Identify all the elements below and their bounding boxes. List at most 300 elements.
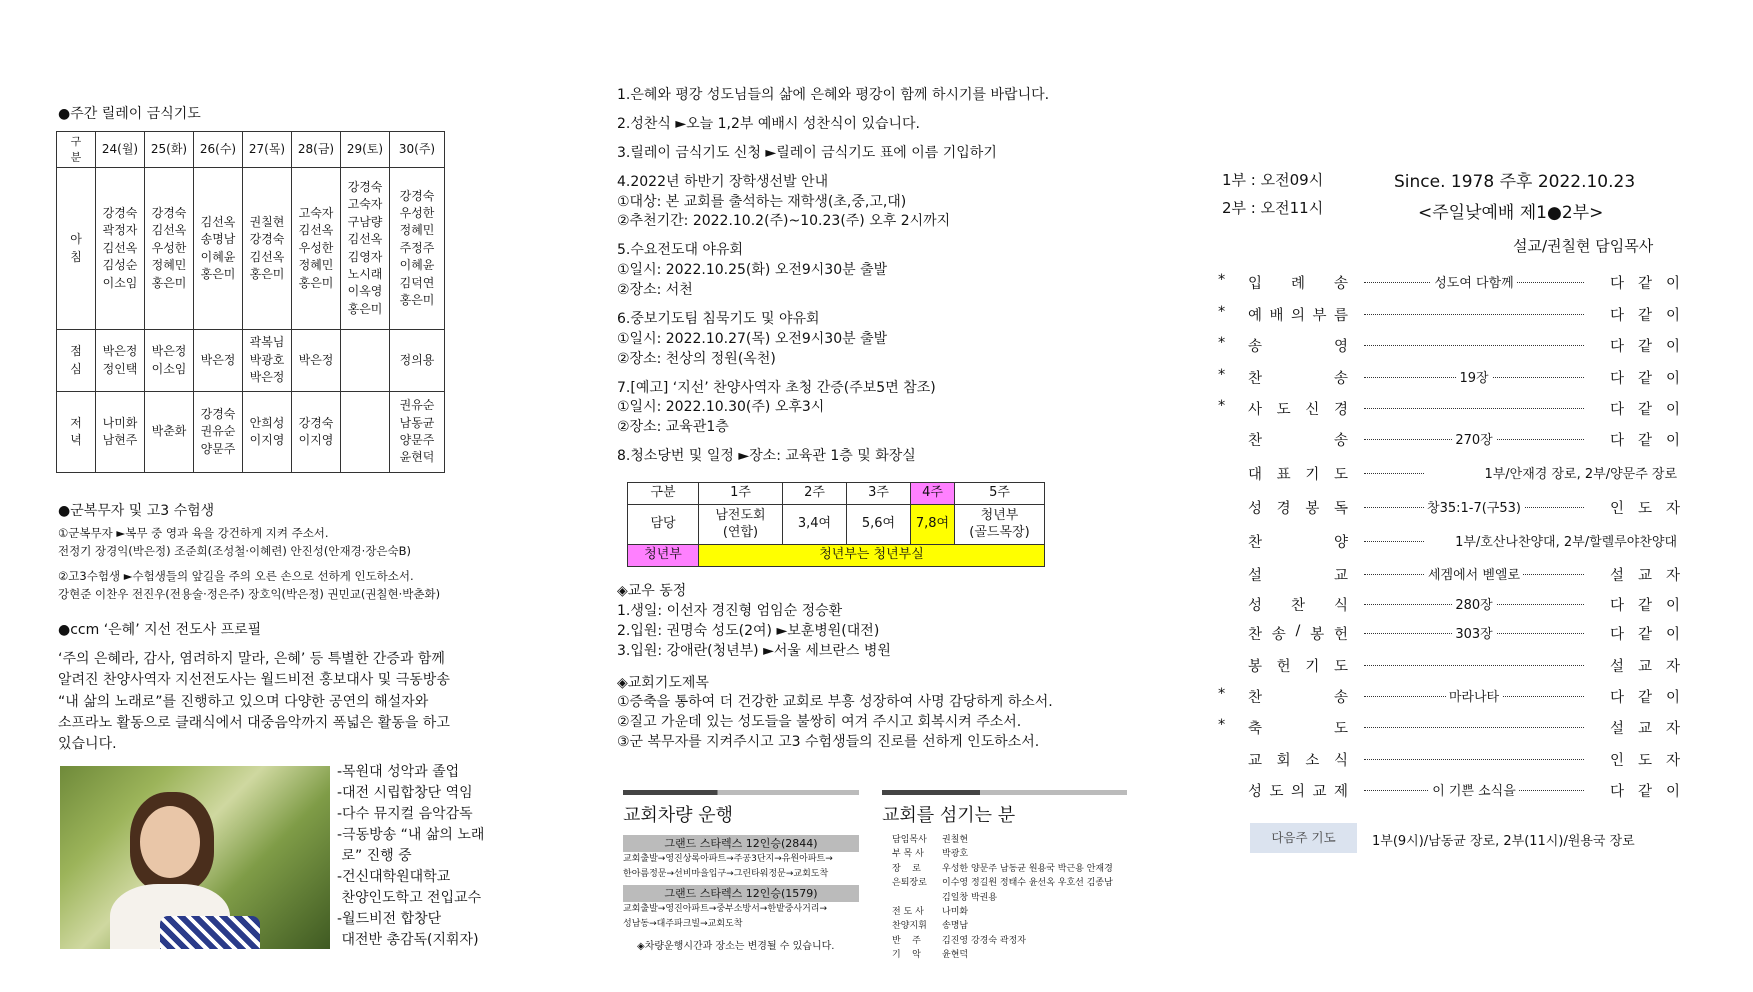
cleaning-header: 5주 bbox=[955, 483, 1045, 505]
relay-row-label: 저 녁 bbox=[57, 392, 96, 473]
order-name-char: 례 bbox=[1290, 276, 1305, 292]
cleaning-header-row bbox=[628, 483, 1045, 505]
news-item: 4.2022년 하반기 장학생선발 안내 bbox=[617, 173, 829, 190]
servant-row bbox=[892, 833, 1127, 847]
order-detail bbox=[1364, 623, 1584, 642]
order-performer-char: 같 bbox=[1637, 339, 1652, 355]
relay-cell: 강경숙 이지영 bbox=[292, 392, 341, 473]
relay-header-day: 26(수) bbox=[194, 132, 243, 168]
servant-names: 박광호 bbox=[942, 849, 969, 860]
members-section bbox=[617, 582, 1087, 753]
profile-bullet: 대전반 총감독(지휘자) bbox=[337, 932, 479, 948]
order-name-char: 성 bbox=[1248, 501, 1263, 517]
relay-cell: 곽복님 박광호 박은정 bbox=[243, 330, 292, 392]
photo-face bbox=[140, 806, 200, 878]
order-performer-char: 다 bbox=[1610, 371, 1625, 387]
order-performer-char: 설 bbox=[1610, 568, 1625, 584]
order-star: * bbox=[1218, 335, 1226, 351]
order-performer bbox=[1610, 717, 1680, 738]
order-name bbox=[1248, 367, 1348, 388]
service-time-2: 2부 : 오전11시 bbox=[1222, 199, 1324, 217]
order-name bbox=[1248, 780, 1348, 801]
order-performer-char: 이 bbox=[1665, 690, 1680, 706]
news-sub: ①일시: 2022.10.30(주) 오후3시 bbox=[617, 399, 825, 416]
military-line: ①군복무자 ►복무 중 영과 육을 강건하게 지켜 주소서. bbox=[58, 526, 329, 540]
relay-cell: 김선옥 송명남 이혜윤 홍은미 bbox=[194, 168, 243, 330]
military-title: ●군복무자 및 고3 수험생 bbox=[58, 503, 215, 519]
military-section bbox=[58, 500, 440, 604]
order-row bbox=[1218, 531, 1680, 553]
relay-cell: 권유순 남동균 양문주 윤현덕 bbox=[390, 392, 445, 473]
news-item: 1.은혜와 평강 성도님들의 삶에 은혜와 평강이 함께 하시기를 바랍니다. bbox=[617, 87, 1050, 103]
order-performer bbox=[1610, 304, 1680, 325]
order-name-char: 의 bbox=[1290, 308, 1305, 324]
order-row bbox=[1218, 272, 1680, 294]
order-name bbox=[1248, 497, 1348, 518]
service-title: <주일낮예배 제1●2부> bbox=[1418, 203, 1604, 223]
order-name-char: 찬 bbox=[1248, 690, 1263, 706]
order-performer-char: 다 bbox=[1610, 627, 1625, 643]
order-performer bbox=[1610, 749, 1680, 770]
order-row bbox=[1218, 564, 1680, 586]
profile-bullet: 찬양인도학고 전입교수 bbox=[337, 890, 482, 906]
order-name-char: 송 bbox=[1271, 627, 1286, 643]
order-name bbox=[1248, 531, 1348, 552]
order-name-char: 름 bbox=[1333, 308, 1348, 324]
order-name bbox=[1248, 749, 1348, 770]
members-item: 1.생일: 이선자 경진형 엄임순 정승환 bbox=[617, 602, 843, 619]
vehicle-route: 교회출발→영진아파트→중부소방서→한밭중사거리→ bbox=[623, 903, 828, 914]
order-name-char: 경 bbox=[1276, 501, 1291, 517]
profile-title: ●ccm ‘은혜’ 지선 전도사 프로필 bbox=[58, 622, 262, 638]
prayer-item: ②질고 가운데 있는 성도들을 불쌍히 여겨 주시고 회복시켜 주소서. bbox=[617, 714, 1022, 731]
order-leader-dots bbox=[1364, 314, 1584, 315]
profile-bullets bbox=[337, 762, 517, 951]
relay-cell: 박은정 정인택 bbox=[96, 330, 145, 392]
next-week-value: 1부(9시)/남동균 장로, 2부(11시)/원용국 장로 bbox=[1372, 834, 1635, 849]
relay-cell: 강경숙 김선옥 우성한 정혜민 홍은미 bbox=[145, 168, 194, 330]
order-performer bbox=[1610, 564, 1680, 585]
news-item: 7.[예고] ‘지선’ 찬양사역자 초청 간증(주보5면 참조) bbox=[617, 379, 936, 396]
order-name-char: 입 bbox=[1248, 276, 1263, 292]
relay-cell: 안희성 이지영 bbox=[243, 392, 292, 473]
order-performer-char: 같 bbox=[1637, 784, 1652, 800]
order-name-char: 교 bbox=[1248, 753, 1263, 769]
order-performer-char: 같 bbox=[1637, 371, 1652, 387]
relay-cell: 강경숙 고숙자 구남량 김선옥 김영자 노시래 이옥영 홍은미 bbox=[341, 168, 390, 330]
news-sub: ②장소: 교육관1층 bbox=[617, 419, 729, 436]
relay-table bbox=[56, 131, 445, 473]
order-name-char: 소 bbox=[1305, 753, 1320, 769]
servant-role: 전 도 사 bbox=[892, 906, 924, 917]
cleaning-youth-row bbox=[628, 545, 1045, 567]
servant-names: 우성한 양문주 남동균 원용국 박근용 안재경 bbox=[942, 863, 1113, 874]
relay-cell: 박은정 bbox=[292, 330, 341, 392]
order-name-char: 대 bbox=[1248, 467, 1263, 483]
vehicle-route: 성남동→대주파크빌→교회도착 bbox=[623, 918, 743, 929]
cleaning-header: 2주 bbox=[783, 483, 847, 505]
order-performer-char: 다 bbox=[1610, 402, 1625, 418]
relay-title: ●주간 릴레이 금식기도 bbox=[58, 106, 201, 122]
profile-bullet: -건신대학원대학교 bbox=[337, 869, 451, 885]
cleaning-cell-highlight: 7,8여 bbox=[911, 505, 955, 545]
order-leader-dots bbox=[1364, 665, 1584, 666]
news-item: 6.중보기도팀 침묵기도 및 야유회 bbox=[617, 310, 820, 327]
order-name-char: / bbox=[1295, 623, 1301, 639]
order-performer-char: 다 bbox=[1610, 308, 1625, 324]
order-detail-text: 1부/안재경 장로, 2부/양문주 장로 bbox=[1481, 467, 1680, 482]
order-performer bbox=[1610, 367, 1680, 388]
order-detail bbox=[1418, 463, 1680, 482]
order-name-char: 송 bbox=[1333, 371, 1348, 387]
relay-row-label: 점 심 bbox=[57, 330, 96, 392]
exam-line: 강현준 이찬우 전진우(전용술·정은주) 장호익(박은정) 권민교(권칠현·박춘화) bbox=[58, 587, 441, 602]
order-row bbox=[1218, 367, 1680, 389]
order-name bbox=[1248, 717, 1348, 738]
servant-role: 기 악 bbox=[892, 950, 921, 961]
profile-text: 소프라노 활동으로 클래식에서 대중음악까지 폭넓은 활동을 하고 bbox=[58, 714, 450, 731]
order-performer-char: 다 bbox=[1610, 276, 1625, 292]
order-performer-char: 자 bbox=[1665, 501, 1680, 517]
order-row bbox=[1218, 655, 1680, 677]
relay-header-day: 28(금) bbox=[292, 132, 341, 168]
cleaning-table bbox=[627, 482, 1045, 567]
relay-cell: 박은정 이소임 bbox=[145, 330, 194, 392]
order-star: * bbox=[1218, 686, 1226, 702]
servant-row bbox=[892, 919, 1127, 933]
order-performer-char: 다 bbox=[1610, 598, 1625, 614]
order-name-char: 찬 bbox=[1248, 433, 1263, 449]
order-performer-char: 다 bbox=[1610, 784, 1625, 800]
servant-row bbox=[892, 847, 1127, 861]
order-row bbox=[1218, 749, 1680, 771]
cleaning-youth-value: 청년부는 청년부실 bbox=[699, 545, 1045, 567]
servant-names: 송명남 bbox=[942, 921, 969, 932]
order-leader-dots bbox=[1364, 408, 1584, 409]
military-line: 전정기 장경익(박은정) 조준희(조성철·이혜련) 안진성(안재경·장은숙B) bbox=[58, 544, 412, 559]
order-name-char: 도 bbox=[1269, 784, 1284, 800]
order-performer bbox=[1610, 594, 1680, 615]
profile-bullet: 로” 진행 중 bbox=[337, 848, 412, 864]
relay-cell: 박춘화 bbox=[145, 392, 194, 473]
servant-row bbox=[892, 948, 1127, 962]
order-name-char: 봉 bbox=[1305, 501, 1320, 517]
relay-header-day: 29(토) bbox=[341, 132, 390, 168]
cleaning-header: 구분 bbox=[628, 483, 699, 505]
servant-row bbox=[892, 905, 1127, 919]
order-performer bbox=[1610, 780, 1680, 801]
order-detail-text: 270장 bbox=[1452, 433, 1495, 448]
order-performer-char: 이 bbox=[1665, 433, 1680, 449]
relay-cell: 나미화 남현주 bbox=[96, 392, 145, 473]
cleaning-youth-label: 청년부 bbox=[628, 545, 699, 567]
news-sub: ①대상: 본 교회를 출석하는 재학생(초,중,고,대) bbox=[617, 193, 907, 210]
order-name-char: 도 bbox=[1333, 659, 1348, 675]
order-detail-text: 창35:1-7(구53) bbox=[1424, 501, 1524, 516]
order-name-char: 성 bbox=[1248, 598, 1263, 614]
profile-bullet: -목원대 성악과 졸업 bbox=[337, 764, 460, 780]
order-performer bbox=[1610, 623, 1680, 644]
order-detail-text: 19장 bbox=[1456, 371, 1491, 386]
servant-role bbox=[892, 891, 942, 905]
order-detail bbox=[1418, 531, 1680, 550]
servant-row bbox=[892, 862, 1127, 876]
servant-row bbox=[892, 891, 1127, 905]
order-performer-char: 자 bbox=[1665, 753, 1680, 769]
order-name-char: 성 bbox=[1248, 784, 1263, 800]
order-name bbox=[1248, 429, 1348, 450]
relay-row-morning bbox=[57, 168, 445, 330]
order-name-char: 의 bbox=[1290, 784, 1305, 800]
relay-row-lunch bbox=[57, 330, 445, 392]
order-detail bbox=[1364, 780, 1584, 799]
order-leader-dots bbox=[1364, 541, 1424, 542]
order-performer bbox=[1610, 272, 1680, 293]
order-name-char: 헌 bbox=[1276, 659, 1291, 675]
members-title: ◈교우 동정 bbox=[617, 583, 687, 599]
next-week-label: 다음주 기도 bbox=[1250, 823, 1357, 853]
order-name-char: 봉 bbox=[1248, 659, 1263, 675]
order-star: * bbox=[1218, 717, 1226, 733]
order-name-char: 배 bbox=[1269, 308, 1284, 324]
order-performer bbox=[1610, 398, 1680, 419]
relay-header-label: 구 분 bbox=[57, 132, 96, 168]
service-time-1: 1부 : 오전09시 bbox=[1222, 171, 1324, 189]
order-name bbox=[1248, 594, 1348, 615]
order-performer-char: 자 bbox=[1665, 721, 1680, 737]
relay-cell: 강경숙 곽정자 김선옥 김성순 이소임 bbox=[96, 168, 145, 330]
order-leader-dots bbox=[1364, 759, 1584, 760]
order-leader-dots bbox=[1364, 727, 1584, 728]
cleaning-cell: 3,4여 bbox=[783, 505, 847, 545]
servants-rule bbox=[882, 790, 1127, 795]
order-row bbox=[1218, 463, 1680, 485]
order-name-char: 양 bbox=[1333, 535, 1348, 551]
cleaning-header: 1주 bbox=[699, 483, 783, 505]
order-name-char: 송 bbox=[1333, 690, 1348, 706]
relay-row-label: 아 침 bbox=[57, 168, 96, 330]
order-performer-char: 이 bbox=[1665, 402, 1680, 418]
order-name-char: 도 bbox=[1276, 402, 1291, 418]
cleaning-header: 3주 bbox=[847, 483, 911, 505]
relay-header-row bbox=[57, 132, 445, 168]
news-sub: ②추천기간: 2022.10.2(주)~10.23(주) 오후 2시까지 bbox=[617, 213, 951, 230]
order-performer-char: 다 bbox=[1610, 339, 1625, 355]
order-performer-char: 같 bbox=[1637, 690, 1652, 706]
profile-text: 알려진 찬양사역자 지선전도사는 월드비전 홍보대사 및 극동방송 bbox=[58, 672, 450, 689]
order-performer bbox=[1610, 497, 1680, 518]
vehicle-section bbox=[623, 790, 859, 955]
order-name-char: 독 bbox=[1333, 501, 1348, 517]
order-performer-char: 이 bbox=[1665, 784, 1680, 800]
order-name-char: 기 bbox=[1305, 467, 1320, 483]
order-leader-dots bbox=[1364, 345, 1584, 346]
servant-names: 나미화 bbox=[942, 906, 969, 917]
order-row bbox=[1218, 497, 1680, 519]
servant-role: 은퇴장로 bbox=[892, 878, 927, 889]
vehicle-route: 한아름정문→선비마을입구→그린타워정문→교회도착 bbox=[623, 869, 829, 880]
vehicle-title: 교회차량 운행 bbox=[623, 805, 734, 826]
profile-bullet: -월드비전 합창단 bbox=[337, 911, 442, 927]
order-performer-char: 이 bbox=[1665, 371, 1680, 387]
relay-cell: 권칠현 강경숙 김선옥 홍은미 bbox=[243, 168, 292, 330]
order-performer-char: 교 bbox=[1637, 659, 1652, 675]
news-sub: ②장소: 천상의 정원(옥천) bbox=[617, 350, 776, 367]
order-name-char: 축 bbox=[1248, 721, 1263, 737]
order-row bbox=[1218, 429, 1680, 451]
vehicle-rule bbox=[623, 790, 859, 795]
cleaning-cell: 5,6여 bbox=[847, 505, 911, 545]
order-detail bbox=[1364, 367, 1584, 386]
order-name-char: 회 bbox=[1276, 753, 1291, 769]
order-leader-dots bbox=[1364, 473, 1424, 474]
order-star: * bbox=[1218, 398, 1226, 414]
order-name-char: 송 bbox=[1333, 276, 1348, 292]
order-detail-text: 1부/호산나찬양대, 2부/할렐루야찬양대 bbox=[1452, 535, 1680, 550]
order-detail-text: 이 기쁜 소식을 bbox=[1429, 784, 1519, 799]
order-detail-text: 303장 bbox=[1452, 627, 1495, 642]
photo-skirt bbox=[160, 916, 260, 949]
relay-row-dinner bbox=[57, 392, 445, 473]
order-row bbox=[1218, 398, 1680, 420]
order-name-char: 설 bbox=[1248, 568, 1263, 584]
order-name-char: 영 bbox=[1333, 339, 1348, 355]
order-name bbox=[1248, 335, 1348, 356]
order-performer-char: 교 bbox=[1637, 568, 1652, 584]
profile-text: 있습니다. bbox=[58, 736, 117, 753]
order-name-char: 헌 bbox=[1333, 627, 1348, 643]
cleaning-cell: 청년부 (골드목장) bbox=[955, 505, 1045, 545]
order-name-char: 부 bbox=[1312, 308, 1327, 324]
order-detail bbox=[1364, 272, 1584, 291]
servant-row bbox=[892, 934, 1127, 948]
servant-role: 찬양지휘 bbox=[892, 921, 927, 932]
servant-names: 이수영 정길원 정태수 윤선옥 우호선 김종남 bbox=[942, 878, 1113, 889]
relay-cell: 정의용 bbox=[390, 330, 445, 392]
order-name-char: 송 bbox=[1248, 339, 1263, 355]
news-item: 3.릴레이 금식기도 신청 ►릴레이 금식기도 표에 이름 기입하기 bbox=[617, 144, 997, 161]
profile-bullet: -대전 시립합창단 역임 bbox=[337, 785, 473, 801]
order-name-char: 도 bbox=[1333, 467, 1348, 483]
order-performer bbox=[1610, 335, 1680, 356]
vehicle-note: ◈차량운행시간과 장소는 변경될 수 있습니다. bbox=[637, 941, 835, 953]
order-name-char: 도 bbox=[1333, 721, 1348, 737]
news-sub: ②장소: 서천 bbox=[617, 282, 693, 298]
order-detail bbox=[1364, 564, 1584, 583]
order-performer-char: 도 bbox=[1637, 753, 1652, 769]
order-star: * bbox=[1218, 304, 1226, 320]
order-row bbox=[1218, 335, 1680, 357]
order-detail bbox=[1364, 686, 1584, 705]
order-performer-char: 같 bbox=[1637, 627, 1652, 643]
order-star: * bbox=[1218, 272, 1226, 288]
servant-role: 부 목 사 bbox=[892, 849, 924, 860]
servant-names: 김일창 박권용 bbox=[942, 892, 998, 903]
order-performer-char: 설 bbox=[1610, 721, 1625, 737]
order-name-char: 사 bbox=[1248, 402, 1263, 418]
order-performer-char: 인 bbox=[1610, 501, 1625, 517]
order-row bbox=[1218, 623, 1680, 645]
service-preacher: 설교/권칠현 담임목사 bbox=[1513, 237, 1654, 255]
relay-cell: 강경숙 우성한 정혜민 주정주 이혜윤 김덕연 홍은미 bbox=[390, 168, 445, 330]
order-performer-char: 다 bbox=[1610, 690, 1625, 706]
relay-header-day: 24(월) bbox=[96, 132, 145, 168]
order-detail-text: 280장 bbox=[1452, 598, 1495, 613]
order-name bbox=[1248, 272, 1348, 293]
order-performer bbox=[1610, 686, 1680, 707]
vehicle-route: 교회출발→영진상록아파트→주공3단지→유원아파트→ bbox=[623, 854, 833, 864]
profile-photo bbox=[60, 766, 330, 949]
members-item: 3.입원: 강애란(청년부) ►서울 세브란스 병원 bbox=[617, 642, 891, 659]
order-row bbox=[1218, 594, 1680, 616]
relay-header-day: 30(주) bbox=[390, 132, 445, 168]
order-name bbox=[1248, 304, 1348, 325]
order-performer-char: 이 bbox=[1665, 598, 1680, 614]
news-item: 8.청소당번 및 일정 ►장소: 교육관 1층 및 화장실 bbox=[617, 448, 916, 465]
order-name-char: 송 bbox=[1333, 433, 1348, 449]
order-name bbox=[1248, 463, 1348, 484]
order-performer-char: 같 bbox=[1637, 598, 1652, 614]
cleaning-row-label: 담당 bbox=[628, 505, 699, 545]
order-performer-char: 인 bbox=[1610, 753, 1625, 769]
order-performer-char: 이 bbox=[1665, 308, 1680, 324]
servant-names: 김진영 강경숙 곽정자 bbox=[942, 935, 1026, 946]
order-star: * bbox=[1218, 367, 1226, 383]
order-name-char: 교 bbox=[1333, 568, 1348, 584]
order-row bbox=[1218, 686, 1680, 708]
news-section bbox=[617, 86, 1087, 467]
servant-names: 윤현덕 bbox=[942, 950, 969, 961]
order-name bbox=[1248, 655, 1348, 676]
order-name-char: 식 bbox=[1333, 598, 1348, 614]
order-performer-char: 이 bbox=[1665, 276, 1680, 292]
order-name-char: 봉 bbox=[1310, 627, 1325, 643]
order-name bbox=[1248, 398, 1348, 419]
order-row bbox=[1218, 717, 1680, 739]
profile-section bbox=[58, 619, 450, 755]
order-performer-char: 도 bbox=[1637, 501, 1652, 517]
exam-line: ②고3수험생 ►수험생들의 앞길을 주의 오른 손으로 선하게 인도하소서. bbox=[58, 568, 414, 583]
servants-list bbox=[882, 833, 1127, 963]
servants-title: 교회를 섬기는 분 bbox=[882, 805, 1016, 826]
order-name-char: 예 bbox=[1248, 308, 1263, 324]
order-performer-char: 자 bbox=[1665, 659, 1680, 675]
order-detail bbox=[1364, 497, 1584, 516]
order-name-char: 교 bbox=[1312, 784, 1327, 800]
cleaning-duty-row bbox=[628, 505, 1045, 545]
order-performer-char: 교 bbox=[1637, 721, 1652, 737]
order-name-char: 찬 bbox=[1248, 535, 1263, 551]
order-name-char: 찬 bbox=[1248, 371, 1263, 387]
order-name bbox=[1248, 564, 1348, 585]
order-performer-char: 이 bbox=[1665, 627, 1680, 643]
relay-cell: 강경숙 권유순 양문주 bbox=[194, 392, 243, 473]
vehicle-bus: 그랜드 스타렉스 12인승(1579) bbox=[623, 885, 859, 902]
service-since: Since. 1978 주후 2022.10.23 bbox=[1394, 172, 1636, 192]
order-detail bbox=[1364, 594, 1584, 613]
order-row bbox=[1218, 304, 1680, 326]
vehicle-bus: 그랜드 스타렉스 12인승(2844) bbox=[623, 835, 859, 852]
servant-role: 담임목사 bbox=[892, 835, 927, 845]
order-name-char: 기 bbox=[1305, 659, 1320, 675]
relay-cell: 박은정 bbox=[194, 330, 243, 392]
servant-role: 반 주 bbox=[892, 935, 921, 946]
news-sub: ①일시: 2022.10.25(화) 오전9시30분 출발 bbox=[617, 262, 888, 279]
profile-bullet: -극동방송 “내 삶의 노래 bbox=[337, 827, 485, 843]
order-performer-char: 같 bbox=[1637, 276, 1652, 292]
order-performer-char: 설 bbox=[1610, 659, 1625, 675]
relay-cell: 고숙자 김선옥 우성한 정혜민 홍은미 bbox=[292, 168, 341, 330]
